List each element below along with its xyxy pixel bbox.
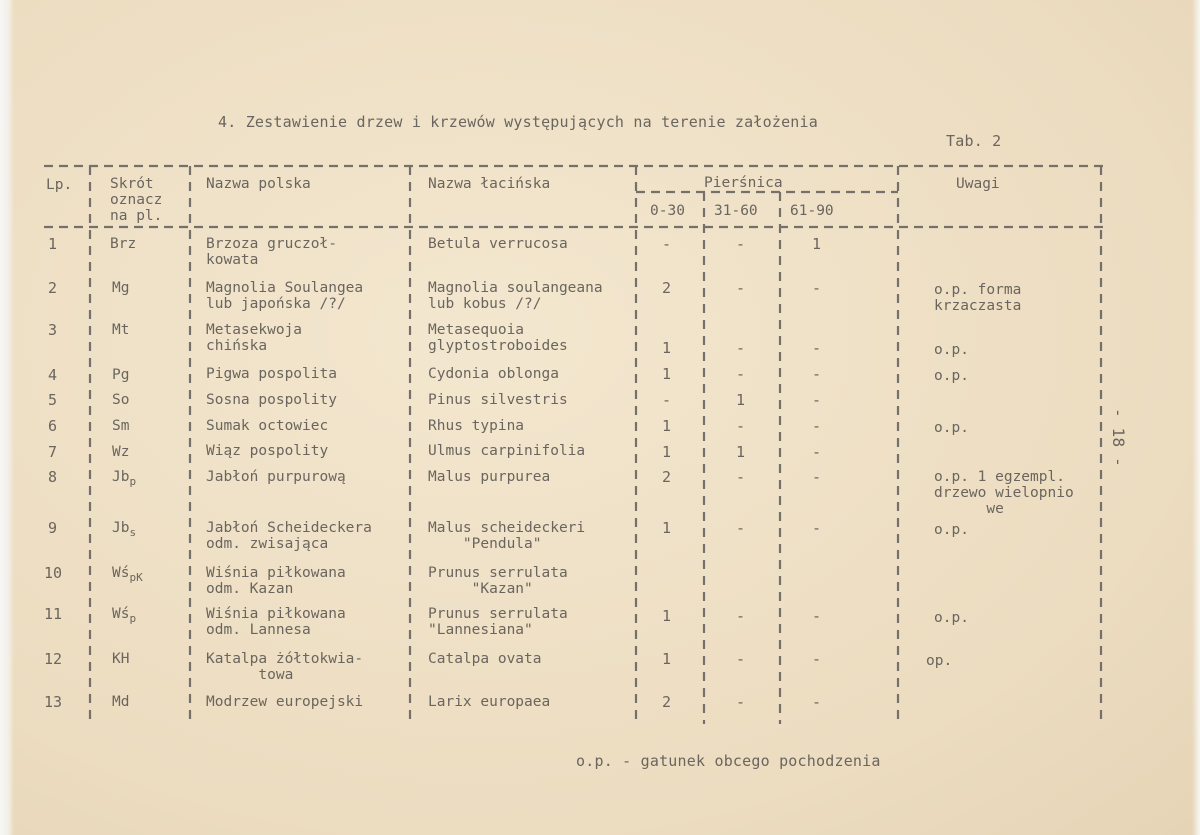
row-3-polska: Metasekwoja chińska (206, 322, 303, 354)
row-13-p2: - (736, 693, 746, 711)
row-2-p3: - (812, 279, 822, 297)
row-7-p3: - (812, 443, 822, 461)
row-9-skrot: $Jb_s$ (112, 520, 137, 539)
row-11-p1: 1 (662, 607, 672, 625)
row-10-skrot: $Wś_{pK}$ (112, 565, 143, 584)
row-9-lp: 9 (48, 519, 58, 537)
row-2-lp: 2 (48, 279, 58, 297)
row-8-lp: 8 (48, 468, 58, 486)
row-10-lacinska: Prunus serrulata "Kazan" (428, 565, 568, 597)
row-11-skrot: $Wś_p$ (112, 606, 137, 625)
row-1-lacinska: Betula verrucosa (428, 236, 568, 252)
row-9-p2: - (736, 519, 746, 537)
row-6-uwagi: o.p. (934, 420, 969, 436)
row-13-p3: - (812, 693, 822, 711)
row-6-p2: - (736, 417, 746, 435)
row-8-skrot: $Jb_p$ (112, 469, 137, 488)
row-4-p2: - (736, 365, 746, 383)
row-13-p1: 2 (662, 693, 672, 711)
row-8-p1: 2 (662, 468, 672, 486)
row-13-skrot: Md (112, 694, 130, 710)
row-4-lacinska: Cydonia oblonga (428, 366, 559, 382)
row-5-polska: Sosna pospolity (206, 392, 337, 408)
row-5-skrot: So (112, 392, 130, 408)
row-12-p3: - (812, 650, 822, 668)
row-8-lacinska: Malus purpurea (428, 469, 551, 485)
row-5-p3: - (812, 391, 822, 409)
row-9-lacinska: Malus scheideckeri "Pendula" (428, 520, 586, 552)
row-9-p1: 1 (662, 519, 672, 537)
row-4-polska: Pigwa pospolita (206, 366, 337, 382)
header-nazwa-lacinska: Nazwa łacińska (428, 176, 551, 192)
row-7-lacinska: Ulmus carpinifolia (428, 443, 586, 459)
row-1-polska: Brzoza gruczoł- kowata (206, 236, 337, 268)
row-3-p1: 1 (662, 339, 672, 357)
row-10-lp: 10 (44, 564, 63, 582)
header-lp: Lp. (46, 177, 73, 193)
row-6-lacinska: Rhus typina (428, 418, 525, 434)
row-6-polska: Sumak octowiec (206, 418, 329, 434)
header-piersnica-31-60: 31-60 (714, 203, 758, 219)
footnote: o.p. - gatunek obcego pochodzenia (576, 752, 881, 770)
row-1-lp: 1 (48, 235, 58, 253)
row-2-polska: Magnolia Soulangea lub japońska /?/ (206, 280, 364, 312)
row-2-uwagi: o.p. forma krzaczasta (934, 282, 1022, 314)
row-3-lp: 3 (48, 321, 58, 339)
row-11-p2: - (736, 607, 746, 625)
row-1-p3: 1 (812, 235, 822, 253)
row-12-polska: Katalpa żółtokwia- towa (206, 651, 364, 683)
row-4-lp: 4 (48, 366, 58, 384)
row-3-uwagi: o.p. (934, 342, 969, 358)
row-2-p1: 2 (662, 279, 672, 297)
row-7-p1: 1 (662, 443, 672, 461)
row-8-uwagi: o.p. 1 egzempl. drzewo wielopnio we (934, 469, 1074, 517)
header-piersnica-61-90: 61-90 (790, 203, 834, 219)
document-title: 4. Zestawienie drzew i krzewów występujących na terenie założenia (218, 113, 818, 131)
row-7-polska: Wiąz pospolity (206, 443, 329, 459)
row-6-p3: - (812, 417, 822, 435)
row-9-p3: - (812, 519, 822, 537)
row-7-skrot: Wz (112, 444, 130, 460)
header-piersnica-0-30: 0-30 (650, 203, 685, 219)
row-11-lacinska: Prunus serrulata "Lannesiana" (428, 606, 568, 638)
row-10-polska: Wiśnia piłkowana odm. Kazan (206, 565, 346, 597)
row-9-uwagi: o.p. (934, 522, 969, 538)
row-12-lacinska: Catalpa ovata (428, 651, 542, 667)
row-12-skrot: KH (112, 651, 130, 667)
row-13-polska: Modrzew europejski (206, 694, 364, 710)
row-5-lacinska: Pinus silvestris (428, 392, 568, 408)
row-3-p3: - (812, 339, 822, 357)
row-4-p3: - (812, 365, 822, 383)
header-nazwa-polska: Nazwa polska (206, 176, 311, 192)
row-4-uwagi: o.p. (934, 368, 969, 384)
row-7-lp: 7 (48, 443, 58, 461)
row-5-lp: 5 (48, 391, 58, 409)
row-12-lp: 12 (44, 650, 63, 668)
row-12-uwagi: op. (926, 653, 953, 669)
row-11-p3: - (812, 607, 822, 625)
row-8-polska: Jabłoń purpurową (206, 469, 346, 485)
row-5-p2: 1 (736, 391, 746, 409)
row-3-p2: - (736, 339, 746, 357)
row-5-p1: - (662, 391, 672, 409)
header-skrot: Skrót oznacz na pl. (110, 176, 163, 224)
row-11-polska: Wiśnia piłkowana odm. Lannesa (206, 606, 346, 638)
row-1-p2: - (736, 235, 746, 253)
row-1-p1: - (662, 235, 672, 253)
row-4-skrot: Pg (112, 367, 130, 383)
row-11-lp: 11 (44, 605, 63, 623)
row-2-lacinska: Magnolia soulangeana lub kobus /?/ (428, 280, 603, 312)
row-2-p2: - (736, 279, 746, 297)
row-13-lp: 13 (44, 693, 63, 711)
row-11-uwagi: o.p. (934, 610, 969, 626)
row-13-lacinska: Larix europaea (428, 694, 551, 710)
row-9-polska: Jabłoń Scheideckera odm. zwisająca (206, 520, 372, 552)
row-8-p3: - (812, 468, 822, 486)
row-7-p2: 1 (736, 443, 746, 461)
table-reference: Tab. 2 (946, 132, 1002, 150)
header-piersnica: Pierśnica (704, 175, 783, 191)
row-6-p1: 1 (662, 417, 672, 435)
header-uwagi: Uwagi (956, 176, 1000, 192)
row-1-skrot: Brz (110, 236, 137, 252)
row-12-p2: - (736, 650, 746, 668)
page-number: - 18 - (1109, 408, 1128, 467)
row-3-skrot: Mt (112, 322, 130, 338)
row-8-p2: - (736, 468, 746, 486)
row-6-lp: 6 (48, 417, 58, 435)
row-2-skrot: Mg (112, 280, 130, 296)
row-12-p1: 1 (662, 650, 672, 668)
row-6-skrot: Sm (112, 418, 130, 434)
row-4-p1: 1 (662, 365, 672, 383)
row-3-lacinska: Metasequoia glyptostroboides (428, 322, 568, 354)
